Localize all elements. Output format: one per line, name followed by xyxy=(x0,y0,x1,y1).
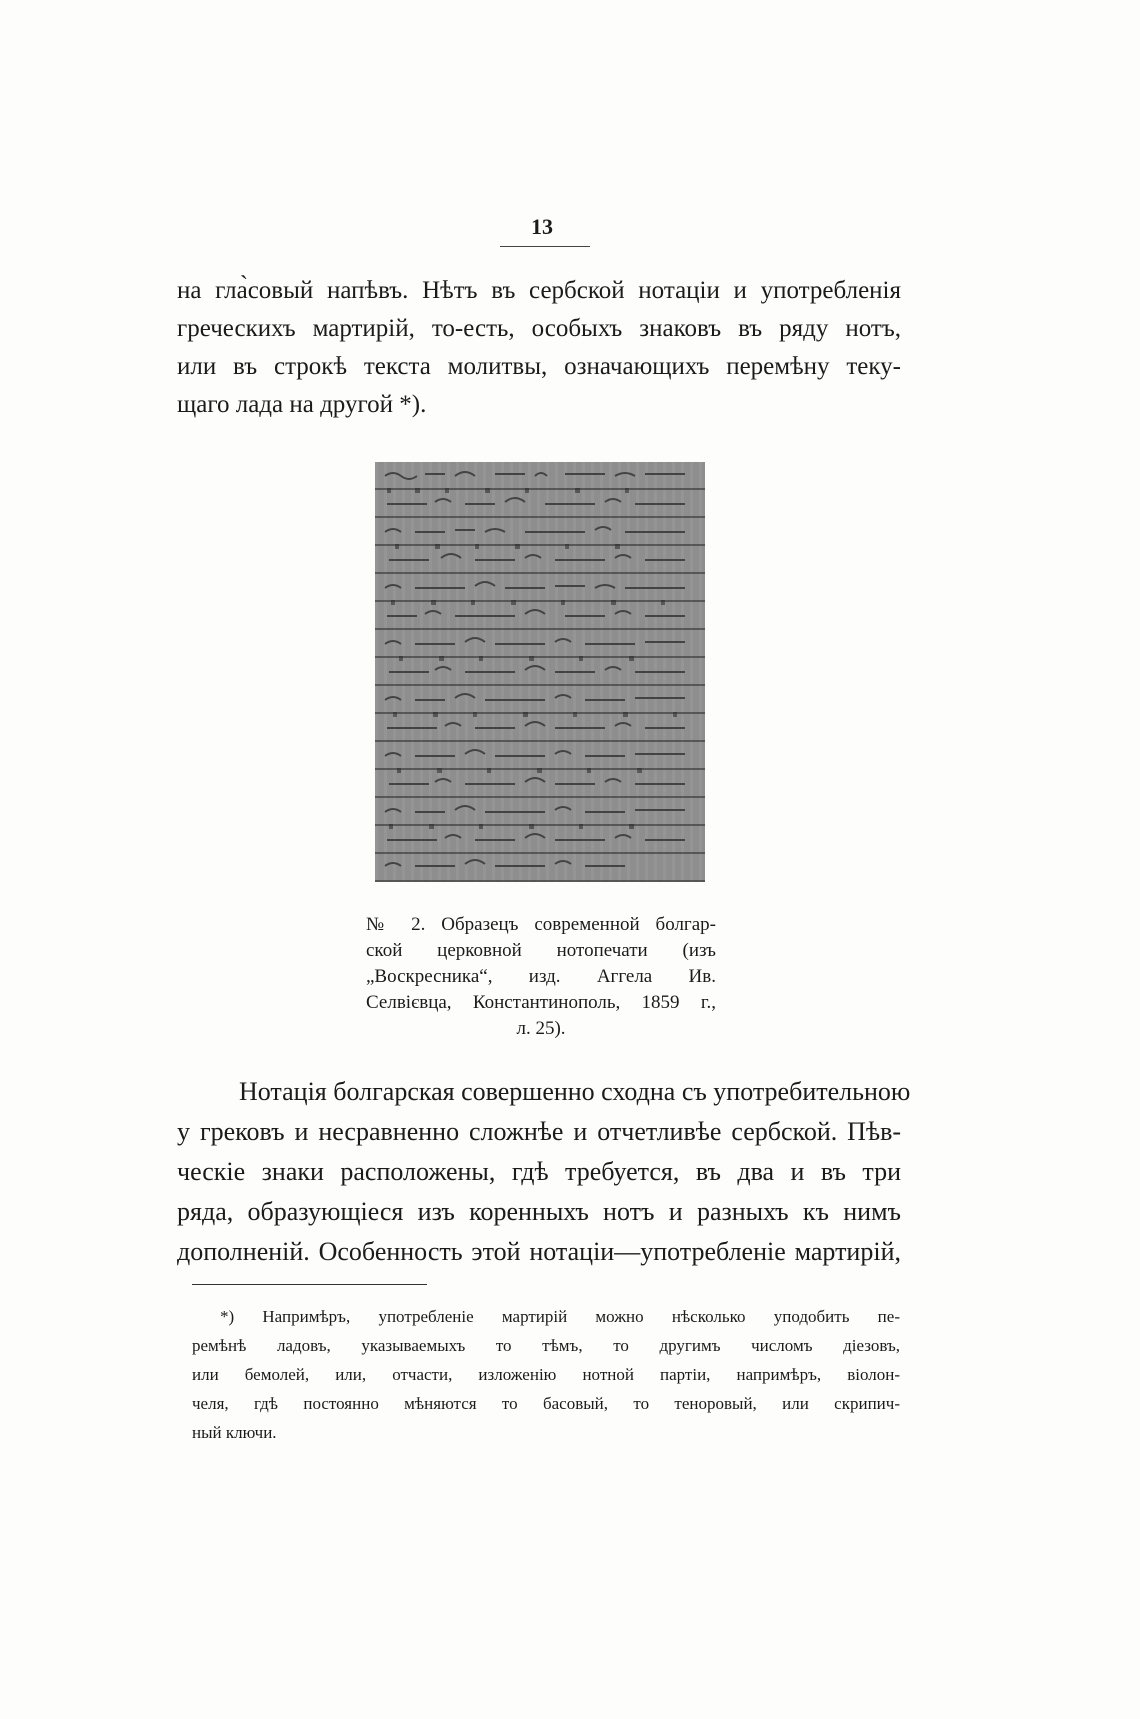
top-paragraph-line: на гла̀совый напѣвъ. Нѣтъ въ сербской нотаціи и употребленія xyxy=(177,277,901,304)
top-paragraph-line: или въ строкѣ текста молитвы, означающихъ перемѣну теку- xyxy=(177,353,901,380)
notation-sample-image xyxy=(375,462,705,882)
footnote-line: челя, гдѣ постоянно мѣняются то басовый, то теноровый, или скрипич- xyxy=(192,1394,900,1413)
bottom-paragraph-line: у грековъ и несравненно сложнѣе и отчетливѣе сербской. Пѣв- xyxy=(177,1117,901,1146)
bottom-paragraph-line: ческіе знаки расположены, гдѣ требуется, въ два и въ три xyxy=(177,1157,901,1186)
footnote-line: ный ключи. xyxy=(192,1423,277,1442)
page-number: 13 xyxy=(531,214,553,239)
top-paragraph-line: щаго лада на другой *). xyxy=(177,391,427,418)
figure-caption xyxy=(366,912,716,1042)
bottom-paragraph xyxy=(177,1072,911,1272)
top-paragraph-line: греческихъ мартирій, то-есть, особыхъ знаковъ въ ряду нотъ, xyxy=(177,315,901,342)
bottom-paragraph-line: дополненій. Особенность этой нотаціи—употребленіе мартирій, xyxy=(177,1237,901,1266)
footnote-rule xyxy=(192,1284,427,1285)
caption-line: № 2. Образецъ современной болгар- xyxy=(366,914,716,935)
caption-line: Селвієвца, Константинополь, 1859 г., xyxy=(366,992,716,1013)
footnote-line: ремѣнѣ ладовъ, указываемыхъ то тѣмъ, то другимъ числомъ діезовъ, xyxy=(192,1336,900,1355)
bottom-paragraph-line: Нотація болгарская совершенно сходна съ употребительною xyxy=(239,1077,911,1106)
caption-line: ской церковной нотопечати (изъ xyxy=(366,940,716,961)
top-paragraph xyxy=(177,272,901,424)
footnote xyxy=(192,1302,900,1447)
footnote-line: *) Напримѣръ, употребленіе мартирій можно нѣсколько уподобить пе- xyxy=(220,1307,900,1326)
page-number-rule xyxy=(500,246,590,247)
bottom-paragraph-line: ряда, образующіеся изъ коренныхъ нотъ и разныхъ къ нимъ xyxy=(177,1197,901,1226)
notation-scan-texture xyxy=(375,462,705,882)
caption-line: л. 25). xyxy=(516,1018,566,1039)
caption-line: „Воскресника“, изд. Аггела Ив. xyxy=(366,966,716,987)
footnote-line: или бемолей, или, отчасти, изложенію нотной партіи, напримѣръ, віолон- xyxy=(192,1365,900,1384)
